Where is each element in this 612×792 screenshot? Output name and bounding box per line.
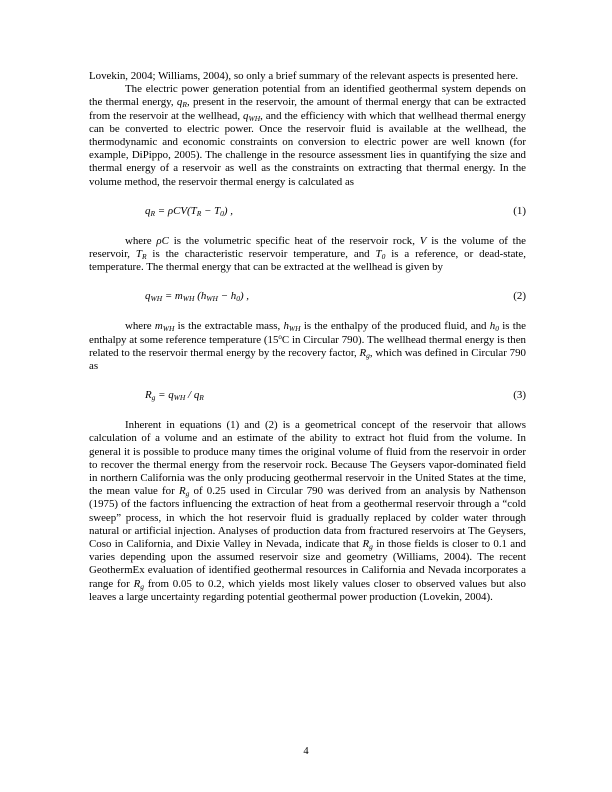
paragraph-power-potential: The electric power generation potential from an identified geothermal system depends on the thermal energy, $q_R$, present in the reservoir, the amount of thermal energy that can be extracted from the reservoir at the wellhead, $q_{WH}$, and the efficiency with which that wellhead thermal energy can be converted to electric power. Once the reservoir fluid is available at the wellhead, the thermodynamic and economic constraints on conversion to electric power are well known (for example, DiPippo, 2005). The challenge in the resource assessment lies in quantifying the size and thermal energy of a reservoir as well as the constraints on extracting that thermal energy. In the volume method, the reservoir thermal energy is calculated as (89, 83, 526, 188)
equation-2-number: (2) (513, 290, 526, 303)
equation-2-expression: $q_{WH} = m_{WH}$ $(h_{WH} - h_0)$ , (145, 290, 250, 304)
equation-3-number: (3) (513, 389, 526, 402)
page-body (89, 70, 526, 604)
equation-1-expression: $q_R = \rho CV(T_R - T_0)$ , (145, 204, 233, 218)
equation-3-expression: $R_g = q_{WH} / q_R$ (145, 389, 204, 403)
paragraph-recovery-factor: Inherent in equations (1) and (2) is a geometrical concept of the reservoir that allows calculation of a volume and an estimate of the ability to extract hot fluid from the volume. In general it is possible to produce many times the original volume of fluid from the reservoir in order to recover the thermal energy from the reservoir rock. Because The Geysers vapor-dominated field in northern California was the only producing geothermal reservoir in the United States at the time, the mean value for $R_g$ of 0.25 used in Circular 790 was derived from an analysis by Nathenson (1975) of the factors influencing the extraction of heat from a geothermal reservoir through a “cold sweep” process, in which the hot reservoir fluid is gradually replaced by colder water through natural or artificial injection. Analyses of production data from fractured reservoirs at The Geysers, Coso in California, and Dixie Valley in Nevada, indicate that $R_g$ in those fields is closer to 0.1 and varies depending upon the assumed reservoir size and geometry (Williams, 2004). The recent GeothermEx evaluation of identified geothermal resources in California and Nevada incorporates a range for $R_g$ from 0.05 to 0.2, which yields most likely values closer to observed values but also leaves a large uncertainty regarding potential geothermal power production (Lovekin, 2004). (89, 419, 527, 603)
paragraph-intro-continuation: Lovekin, 2004; Williams, 2004), so only a brief summary of the relevant aspects is presented here. (89, 70, 519, 82)
equation-2 (89, 287, 526, 307)
equation-3 (89, 386, 526, 406)
page-number: 4 (303, 746, 309, 757)
equation-1 (89, 202, 526, 222)
paragraph-equation-1-definitions: where ρC is the volumetric specific heat of the reservoir rock, V is the volume of the reservoir, $T_R$ is the characteristic reservoir temperature, and $T_0$ is a reference, or dead-state, temperature. The thermal energy that can be extracted at the wellhead is given by (89, 234, 526, 274)
paragraph-equation-2-definitions: where $m_{WH}$ is the extractable mass, $h_{WH}$ is the enthalpy of the produced fluid, and $h_0$ is the enthalpy at some reference temperature (15$^o$C in Circular 790). The wellhead thermal energy is then related to the reservoir thermal energy by the recovery factor, $R_g$, which was defined in Circular 790 as (89, 320, 527, 373)
equation-1-number: (1) (513, 204, 526, 217)
